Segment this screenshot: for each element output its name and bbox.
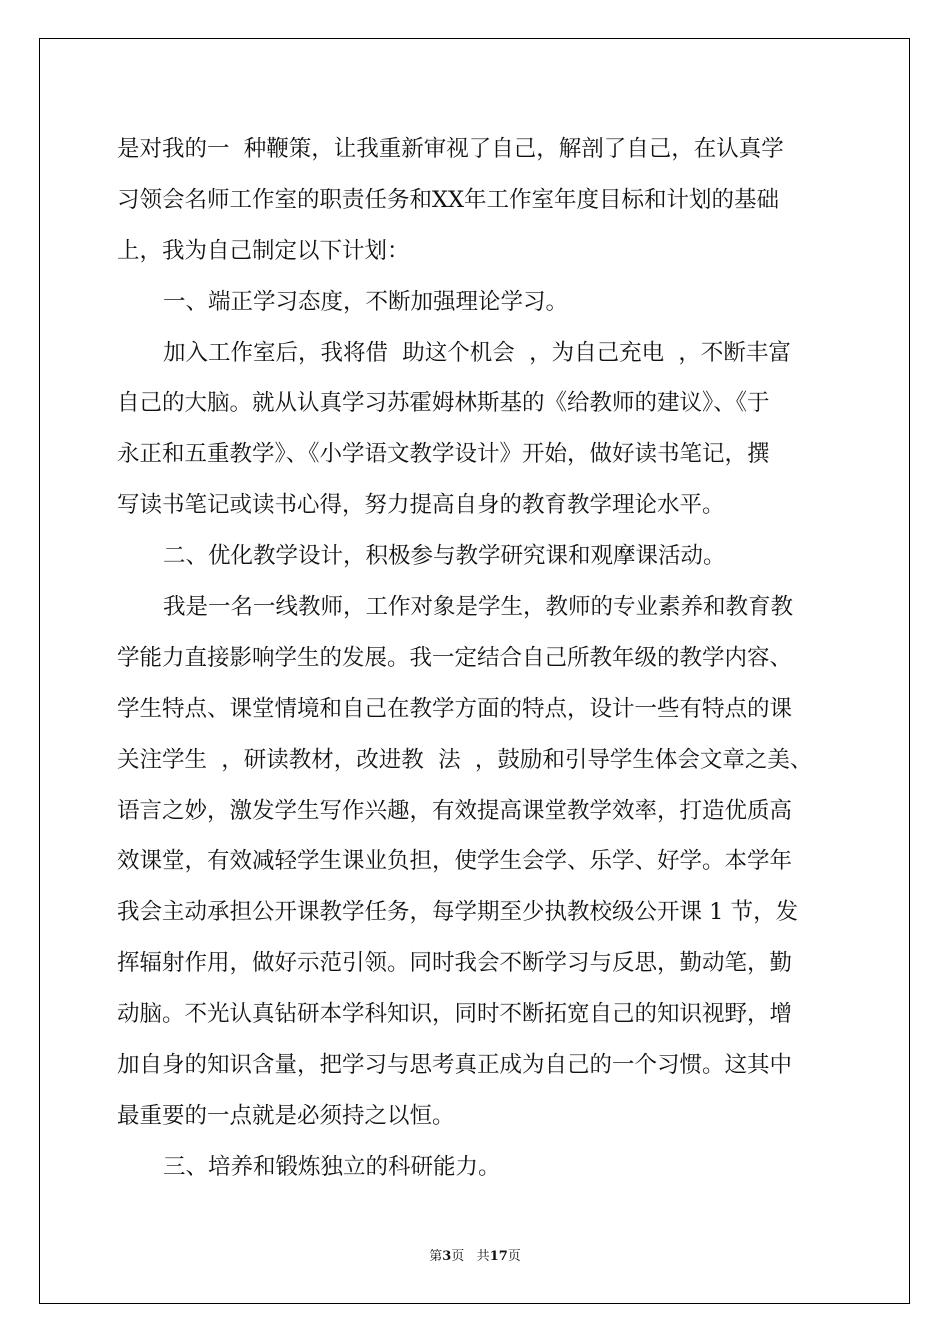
body-line: 习领会名师工作室的职责任务和XX年工作室年度目标和计划的基础: [117, 186, 780, 213]
footer-total-prefix: 共: [476, 1249, 490, 1264]
body-line: 动脑。不光认真钻研本学科知识，同时不断拓宽自己的知识视野，增: [117, 1001, 793, 1028]
body-line: 上，我为自己制定以下计划：: [117, 237, 410, 264]
body-line: 最重要的一点就是必须持之以恒。: [117, 1102, 455, 1129]
body-line: 效课堂，有效减轻学生课业负担，使学生会学、乐学、好学。本学年: [117, 848, 793, 875]
body-line: 加入工作室后，我将借 助这个机会 ，为自己充电 ，不断丰富: [163, 339, 791, 366]
section-heading: 一、端正学习态度，不断加强理论学习。: [163, 288, 569, 315]
document-body: [117, 124, 837, 1193]
body-line: 学生特点、课堂情境和自己在教学方面的特点，设计一些有特点的课: [117, 695, 793, 722]
body-line: 语言之妙，激发学生写作兴趣，有效提高课堂教学效率，打造优质高: [117, 797, 793, 824]
body-line: 学能力直接影响学生的发展。我一定结合自己所教年级的教学内容、: [117, 644, 793, 671]
page-footer: [0, 1245, 950, 1264]
body-line: 写读书笔记或读书心得，努力提高自身的教育教学理论水平。: [117, 492, 725, 519]
current-page-number: 3: [442, 1249, 452, 1264]
body-line: 加自身的知识含量，把学习与思考真正成为自己的一个习惯。这其中: [117, 1052, 793, 1079]
section-heading: 二、优化教学设计，积极参与教学研究课和观摩课活动。: [163, 543, 726, 570]
body-line: 关注学生 ，研读教材，改进教 法 ，鼓励和引导学生体会文章之美、: [117, 746, 813, 773]
body-line: 我会主动承担公开课教学任务，每学期至少执教校级公开课 1 节，发: [117, 899, 799, 926]
total-pages-number: 17: [489, 1249, 508, 1264]
body-line: 永正和五重教学》、《小学语文教学设计》开始，做好读书笔记，撰: [117, 441, 770, 468]
body-line: 是对我的一 种鞭策，让我重新审视了自己，解剖了自己，在认真学: [117, 136, 784, 162]
body-line: 我是一名一线教师，工作对象是学生，教师的专业素养和教育教: [163, 594, 794, 621]
footer-prefix: 第: [429, 1249, 443, 1264]
body-line: 挥辐射作用，做好示范引领。同时我会不断学习与反思，勤动笔，勤: [117, 950, 793, 977]
footer-page-suffix: 页: [451, 1249, 465, 1264]
body-line: 自己的大脑。就从认真学习苏霍姆林斯基的《给教师的建议》、《于: [117, 390, 770, 417]
section-heading: 三、培养和锻炼独立的科研能力。: [163, 1153, 501, 1180]
footer-total-suffix: 页: [507, 1249, 521, 1264]
